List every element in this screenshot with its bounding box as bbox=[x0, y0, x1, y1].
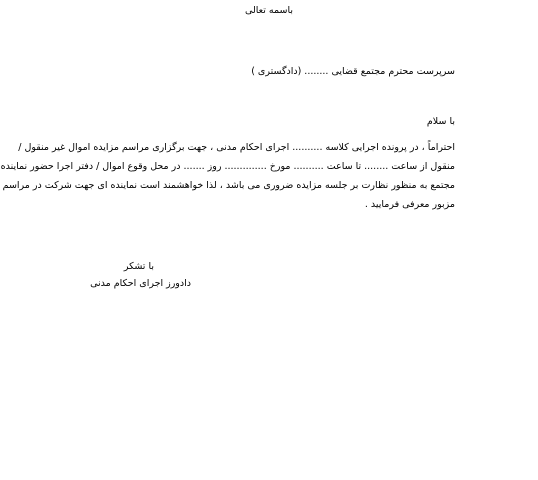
letter-heading: باسمه تعالی bbox=[244, 5, 294, 16]
recipient-line: سرپرست محترم مجتمع قضایی ........ (دادگستری ) bbox=[251, 66, 455, 77]
body-line: مزبور معرفی فرمایید . bbox=[364, 199, 455, 210]
body-line: منقول از ساعت ........ تا ساعت .......... مورخ .............. روز ....... در محل وقوع اموال / دفتر اجرا حضور نماینده bbox=[0, 161, 455, 172]
signer-title: دادورز اجرای احکام مدنی bbox=[90, 278, 191, 289]
body-line: احتراماً ، در پرونده اجرایی کلاسه .......... اجرای احکام مدنی ، جهت برگزاری مراسم مزایده اموال غیر منقول / bbox=[18, 142, 455, 153]
closing-line: با تشکر bbox=[123, 261, 154, 272]
greeting-line: با سلام bbox=[426, 116, 455, 127]
body-line: مجتمع به منظور نظارت بر جلسه مزایده ضروری می باشد ، لذا خواهشمند است نماینده ای جهت شرکت در مراسم bbox=[2, 180, 455, 191]
letter-body bbox=[0, 138, 455, 214]
